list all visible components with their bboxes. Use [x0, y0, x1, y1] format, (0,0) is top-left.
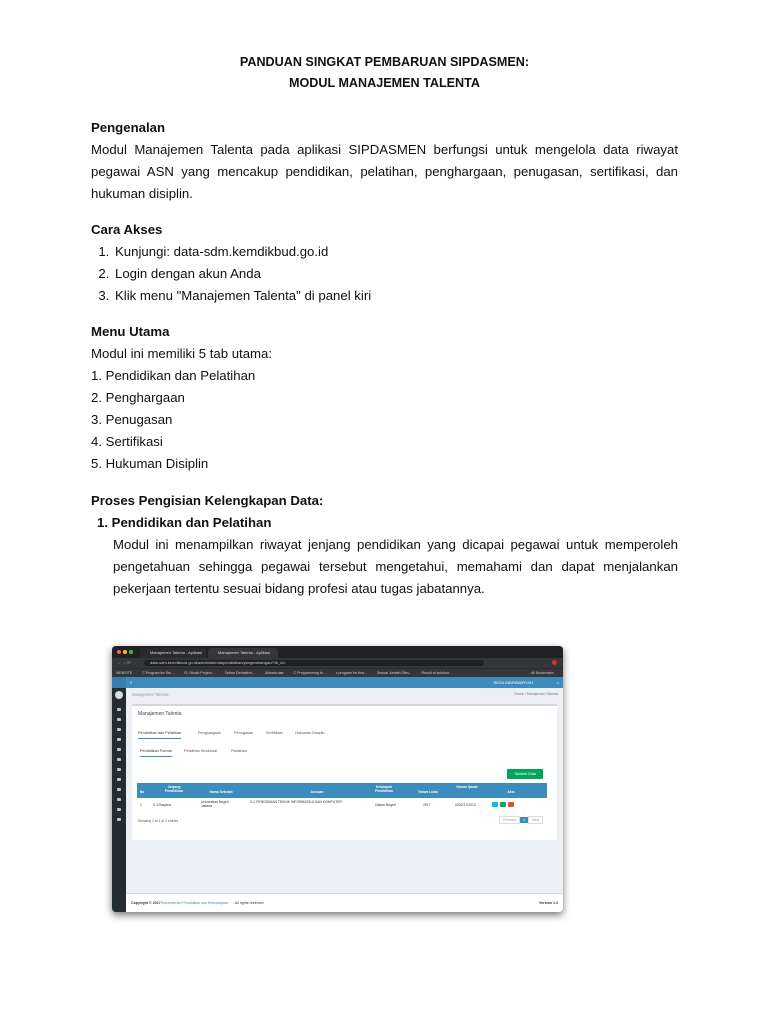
bookmark-item[interactable]: Alimata.ase: [264, 671, 284, 675]
table-cell: 0202/17/2013: [455, 803, 476, 807]
intro-paragraph: Modul Manajemen Talenta pada aplikasi SIPDASMEN berfungsi untuk mengelola data riwayat pegawai ASN yang mencakup pendidikan, pelatihan, penghargaan, penugasan, sertifikasi, dan hukuman disiplin.: [91, 142, 678, 201]
bookmark-item[interactable]: WEBSITE: [116, 671, 133, 675]
menu-list-item: 4. Sertifikasi: [91, 434, 163, 449]
column-header: Nomor Ijazah: [456, 785, 478, 789]
profile-icon[interactable]: [552, 660, 557, 665]
doc-title-line2: MODUL MANAJEMEN TALENTA: [289, 76, 480, 90]
table-cell: Dalam Negeri: [375, 803, 396, 807]
column-header: Jurusan: [310, 790, 324, 794]
app-sidebar: [112, 677, 126, 912]
menu-list-item: 3. Penugasan: [91, 412, 173, 427]
column-header: Jenjang Pendidikan: [164, 785, 184, 793]
bookmark-item[interactable]: FL Studio Project...: [184, 671, 215, 675]
sidebar-menu-icon[interactable]: [117, 748, 121, 751]
copyright-link[interactable]: Kementerian Pendidikan dan Kebudayaan: [161, 901, 229, 905]
pager-page[interactable]: 1: [520, 817, 528, 823]
url-input[interactable]: data-sdm.kemdikbud.go.id/admin/talenta/pendidikan/pengembangan/?tb_id=: [144, 660, 484, 666]
bookmark-item[interactable]: C Programming fo...: [293, 671, 326, 675]
page-title: Manajemen Talenta: [132, 692, 169, 697]
browser-tab-bar: [112, 646, 563, 658]
bookmark-item[interactable]: Result of solution...: [421, 671, 453, 675]
bookmark-item[interactable]: All Bookmarks: [531, 671, 554, 675]
bookmarks-bar: [112, 668, 563, 677]
user-name[interactable]: REZA INDRAWIRYAH: [493, 680, 533, 685]
column-header: No: [139, 790, 145, 794]
table-cell: 2017: [423, 803, 431, 807]
embedded-app-screenshot: [112, 646, 563, 912]
app-logo[interactable]: [112, 677, 126, 688]
sidebar-menu-icon[interactable]: [117, 728, 121, 731]
intro-heading: Pengenalan: [91, 120, 166, 135]
sidebar-menu-icon[interactable]: [117, 758, 121, 761]
address-bar: [112, 658, 563, 668]
table-cell: S-1/Sarjana: [153, 803, 171, 807]
edit-icon[interactable]: [500, 802, 506, 807]
app-footer: [126, 893, 563, 912]
table-info: Showing 1 to 1 of 1 entries: [138, 819, 179, 823]
menu-list-item: 5. Hukuman Disiplin: [91, 456, 209, 471]
tab-penugasan[interactable]: Penugasan: [234, 731, 254, 735]
box-title: Manajemen Talenta: [138, 711, 182, 717]
delete-icon[interactable]: [508, 802, 514, 807]
document-page: [91, 52, 678, 600]
sidebar-menu-icon[interactable]: [117, 808, 121, 811]
access-step: 1. Kunjungi: data-sdm.kemdikbud.go.id: [113, 241, 678, 263]
copyright-suffix: . All rights reserved.: [233, 901, 265, 905]
column-header: Tahun Lulus: [418, 790, 438, 794]
access-step: 3. Klik menu "Manajemen Talenta" di panel kiri: [113, 285, 678, 307]
column-header: Nama Sekolah: [209, 790, 233, 794]
close-dot-icon: [117, 650, 121, 654]
tab-hukuman[interactable]: Hukuman Disiplin: [295, 731, 325, 735]
sidebar-menu-icon[interactable]: [117, 818, 121, 821]
add-data-button[interactable]: Tambah Data: [507, 769, 543, 779]
tab-penghargaan[interactable]: Penghargaan: [198, 731, 221, 735]
menu-list-item: 1. Pendidikan dan Pelatihan: [91, 368, 256, 383]
column-header: Aksi: [507, 790, 515, 794]
sidebar-menu-icon[interactable]: [117, 778, 121, 781]
pager-previous[interactable]: Previous: [499, 816, 520, 824]
tab-pendidikan[interactable]: Pendidikan dan Pelatihan: [138, 731, 181, 739]
process-item-heading: 1. Pendidikan dan Pelatihan: [97, 515, 272, 530]
maximize-dot-icon: [129, 650, 133, 654]
column-header: Kelompok Pendidikan: [374, 785, 394, 793]
table-header: [137, 783, 547, 798]
pagination: [499, 816, 543, 824]
doc-title-line1: PANDUAN SINGKAT PEMBARUAN SIPDASMEN:: [239, 55, 530, 69]
minimize-dot-icon: [123, 650, 127, 654]
nav-arrows-icon[interactable]: ← → ⟳: [117, 660, 131, 665]
tab-pelatihan[interactable]: Pelatihan: [231, 749, 247, 753]
menu-intro: Modul ini memiliki 5 tab utama:: [91, 346, 273, 361]
app-top-navbar: [126, 677, 563, 688]
tab-sertifikasi[interactable]: Sertifikasi: [266, 731, 283, 735]
menu-list-item: 2. Penghargaan: [91, 390, 185, 405]
breadcrumb[interactable]: Home / Manajemen Talenta: [514, 692, 558, 696]
access-heading: Cara Akses: [91, 222, 163, 237]
process-heading: Proses Pengisian Kelengkapan Data:: [91, 493, 324, 508]
table-cell: S-1 PENDIDIKAN TEKNIK INFORMATIKA DAN KOMPUTER: [250, 800, 342, 804]
sidebar-menu-icon[interactable]: [117, 788, 121, 791]
bookmark-item[interactable]: Online Derivative...: [224, 671, 255, 675]
copyright-prefix: Copyright © 2017: [131, 901, 161, 905]
browser-tab[interactable]: Manajemen Talenta - Aplikasi: [140, 648, 206, 658]
app-content: [126, 688, 563, 912]
sidebar-menu-icon[interactable]: [117, 738, 121, 741]
view-icon[interactable]: [492, 802, 498, 807]
version-label: Version 1.0: [539, 901, 558, 905]
sidebar-menu-icon[interactable]: [117, 718, 121, 721]
access-steps: [91, 241, 678, 307]
access-step: 2. Login dengan akun Anda: [113, 263, 678, 285]
tab-pendidikan-formal[interactable]: Pendidikan Formal: [140, 749, 172, 757]
table-cell: 1: [140, 803, 142, 807]
share-icon[interactable]: <: [556, 680, 559, 685]
menu-list: [91, 365, 678, 475]
avatar[interactable]: [115, 691, 123, 699]
content-box: [132, 704, 557, 840]
table-row: [137, 798, 547, 812]
sidebar-menu-icon[interactable]: [117, 708, 121, 711]
bookmark-item[interactable]: c program for fina...: [335, 671, 367, 675]
table-cell: Universitas Negeri Jakarta: [201, 800, 229, 808]
bookmark-item[interactable]: C Program for Stu...: [142, 671, 175, 675]
hamburger-icon[interactable]: ≡: [130, 680, 133, 685]
sidebar-menu-icon[interactable]: [117, 798, 121, 801]
tab-pelatihan-struktural[interactable]: Pelatihan Struktural: [184, 749, 218, 753]
bookmark-item[interactable]: Sesuai Jumlah Elim...: [376, 671, 412, 675]
process-item-paragraph: Modul ini menampilkan riwayat jenjang pendidikan yang dicapai pegawai untuk memperoleh pengetahuan sehingga pegawai tersebut mengetahui, memahami dan dapat menjalankan pekerjaan tertentu sesuai bidang profesi atau tugas jabatannya.: [113, 537, 678, 596]
menu-heading: Menu Utama: [91, 324, 170, 339]
sidebar-menu-icon[interactable]: [117, 768, 121, 771]
pager-next[interactable]: Next: [528, 816, 543, 824]
browser-tab-active[interactable]: Manajemen Talenta - Aplikasi: [208, 648, 278, 658]
app-window: [112, 677, 563, 912]
